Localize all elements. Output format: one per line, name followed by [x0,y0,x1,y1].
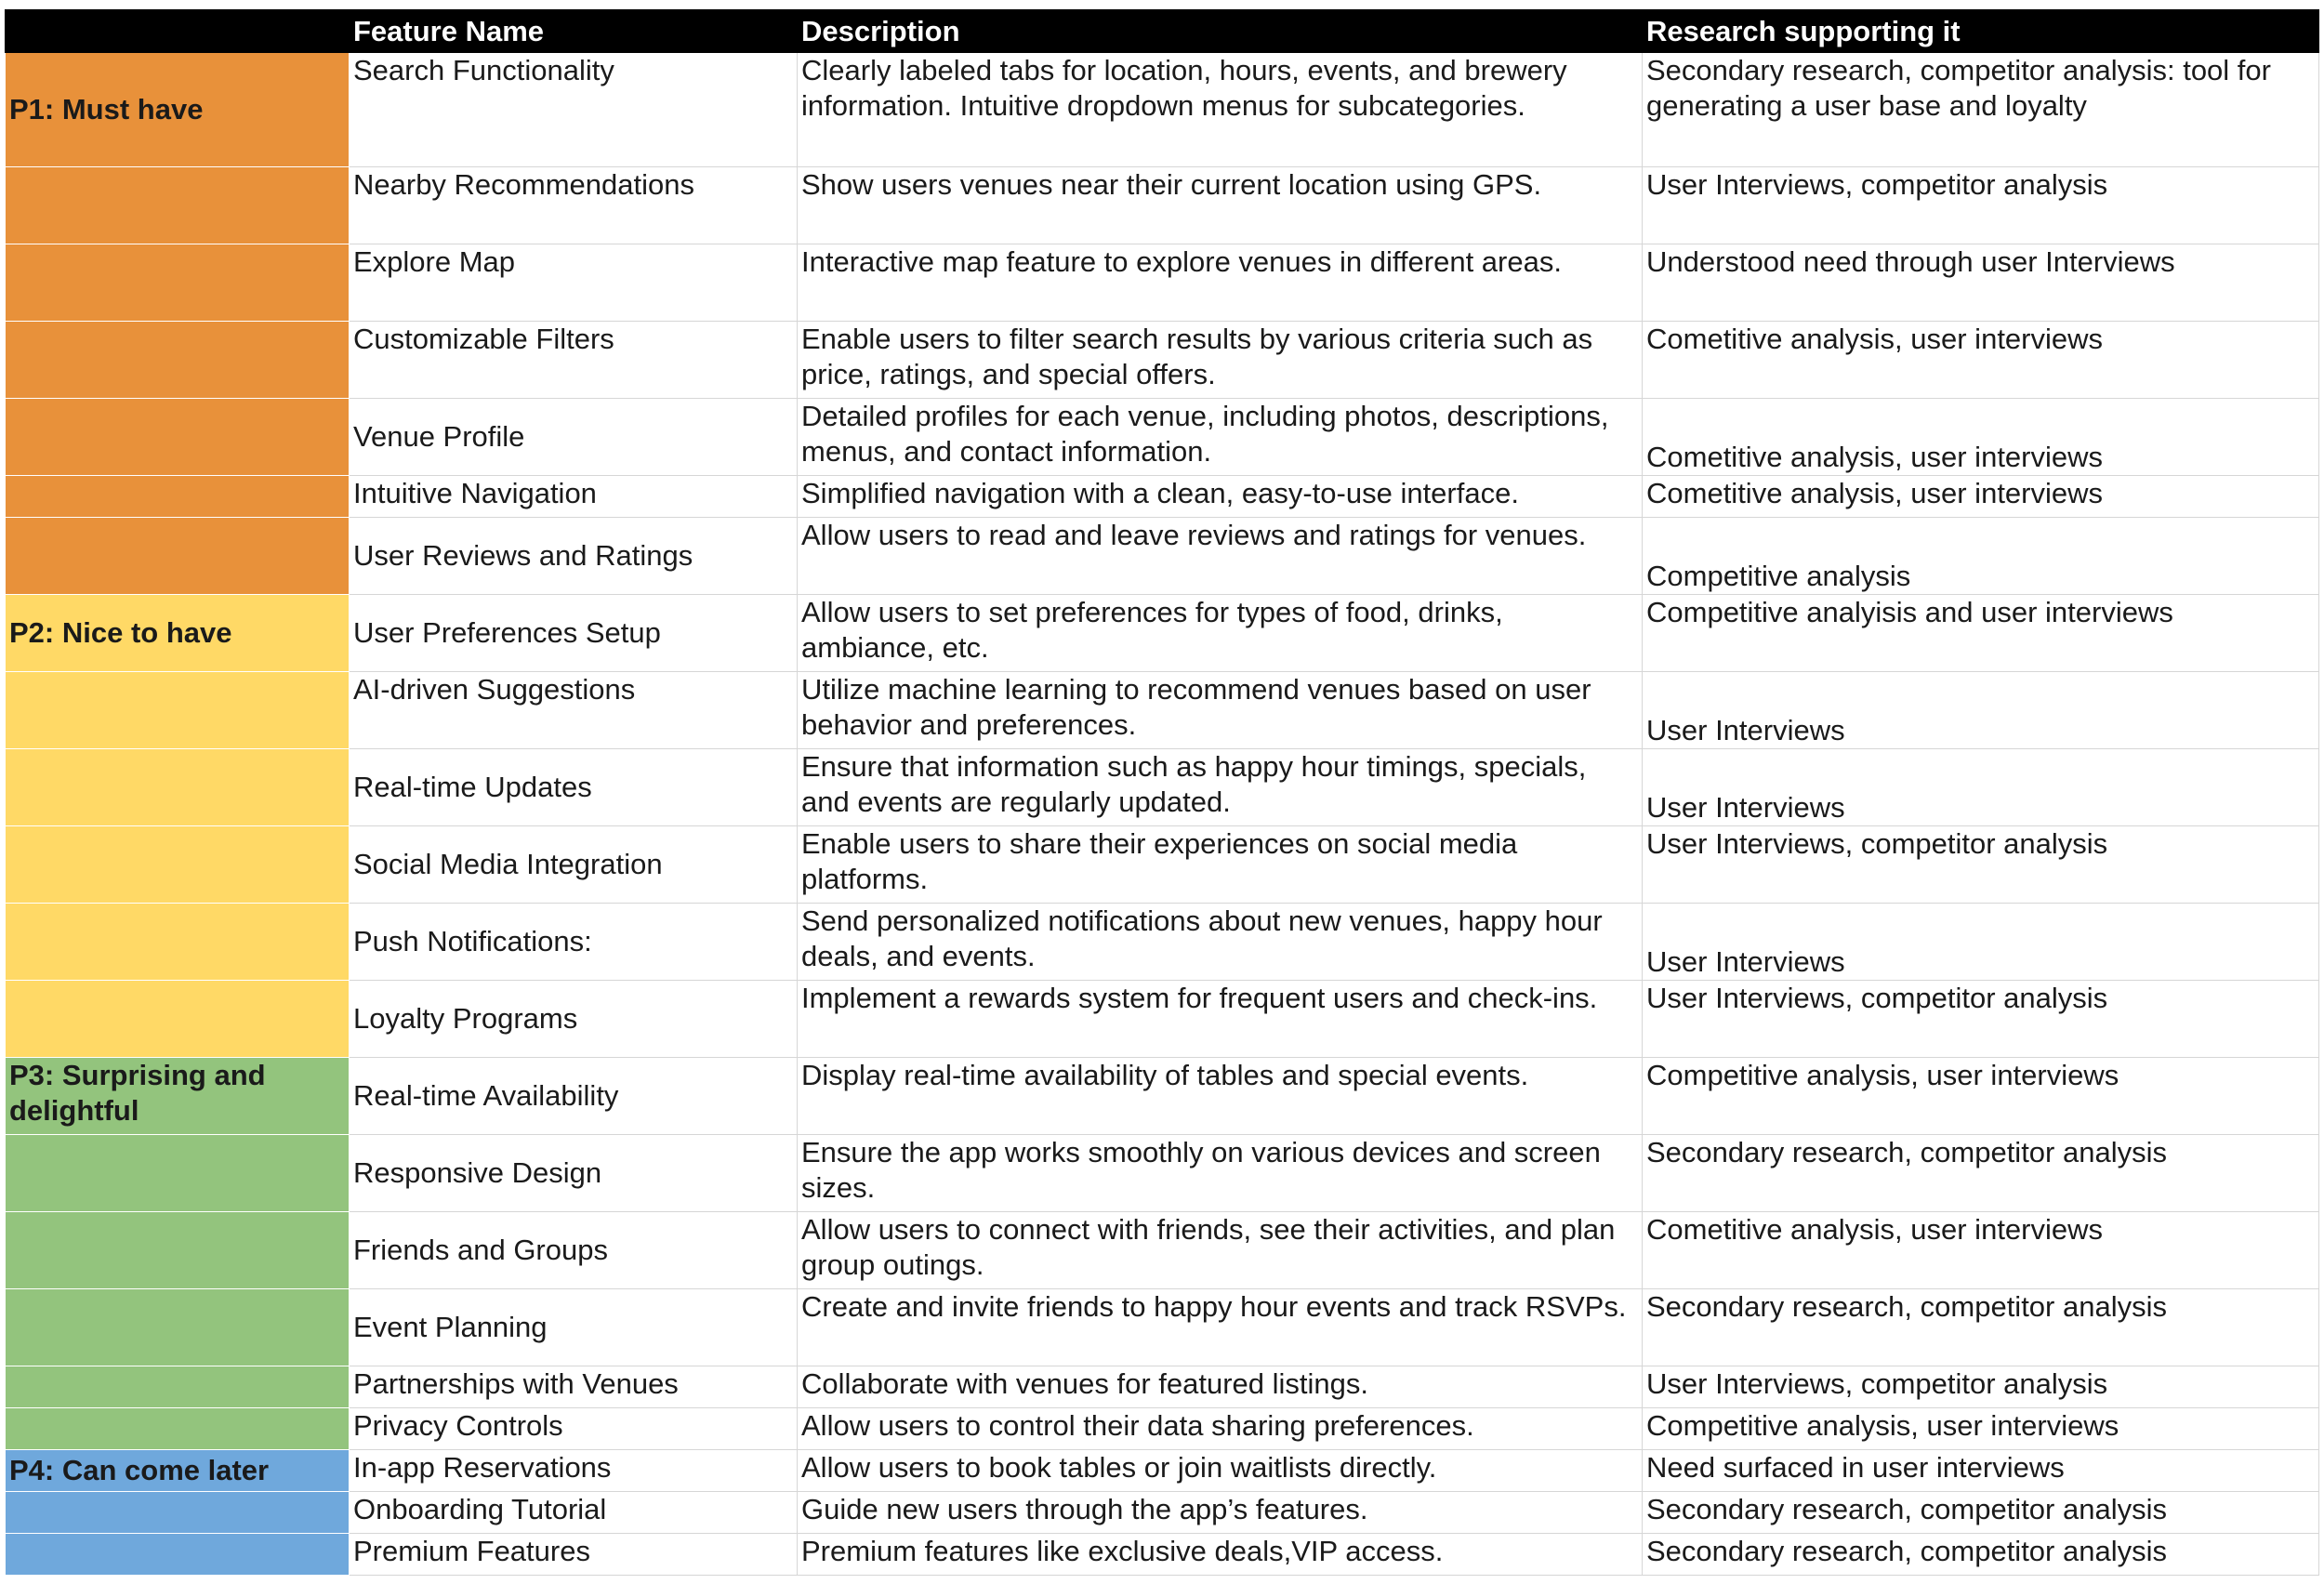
description-cell[interactable]: Simplified navigation with a clean, easy-to-use interface. [798,476,1643,518]
research-cell[interactable]: Cometitive analysis, user interviews [1643,322,2319,399]
priority-cell[interactable] [6,167,350,244]
description-cell[interactable]: Allow users to connect with friends, see their activities, and plan group outings. [798,1212,1643,1289]
feature-name-cell[interactable]: AI-driven Suggestions [350,672,798,749]
priority-cell[interactable] [6,244,350,322]
feature-name-cell[interactable]: Nearby Recommendations [350,167,798,244]
feature-name-cell[interactable]: User Preferences Setup [350,595,798,672]
priority-cell[interactable] [6,1366,350,1408]
research-cell[interactable]: Competitive analysis [1643,518,2319,595]
research-cell[interactable]: Need surfaced in user interviews [1643,1450,2319,1492]
table-row [6,1212,2319,1289]
description-cell[interactable]: Enable users to filter search results by various criteria such as price, ratings, and special offers. [798,322,1643,399]
description-cell[interactable]: Collaborate with venues for featured listings. [798,1366,1643,1408]
description-cell[interactable]: Premium features like exclusive deals,VIP access. [798,1534,1643,1576]
table-row [6,53,2319,167]
description-cell[interactable]: Ensure the app works smoothly on various devices and screen sizes. [798,1135,1643,1212]
priority-cell[interactable] [6,904,350,981]
description-cell[interactable]: Allow users to book tables or join waitlists directly. [798,1450,1643,1492]
description-cell[interactable]: Guide new users through the app’s features. [798,1492,1643,1534]
priority-cell[interactable] [6,1534,350,1576]
table-row [6,1135,2319,1212]
description-cell[interactable]: Show users venues near their current location using GPS. [798,167,1643,244]
priority-cell[interactable] [6,322,350,399]
priority-cell[interactable] [6,1492,350,1534]
table-row [6,244,2319,322]
feature-name-cell[interactable]: Premium Features [350,1534,798,1576]
research-cell[interactable]: User Interviews [1643,672,2319,749]
description-cell[interactable]: Implement a rewards system for frequent users and check-ins. [798,981,1643,1058]
feature-name-cell[interactable]: Push Notifications: [350,904,798,981]
priority-cell[interactable]: P2: Nice to have [6,595,350,672]
table-row [6,595,2319,672]
feature-name-cell[interactable]: Privacy Controls [350,1408,798,1450]
research-cell[interactable]: User Interviews, competitor analysis [1643,167,2319,244]
feature-name-cell[interactable]: Search Functionality [350,53,798,167]
feature-name-cell[interactable]: Real-time Availability [350,1058,798,1135]
header-row [6,10,2319,53]
priority-cell[interactable] [6,476,350,518]
header-research[interactable]: Research supporting it [1643,10,2319,53]
feature-name-cell[interactable]: Responsive Design [350,1135,798,1212]
priority-cell[interactable] [6,518,350,595]
feature-name-cell[interactable]: Onboarding Tutorial [350,1492,798,1534]
table-row [6,167,2319,244]
header-description[interactable]: Description [798,10,1643,53]
priority-cell[interactable] [6,981,350,1058]
research-cell[interactable]: User Interviews, competitor analysis [1643,981,2319,1058]
research-cell[interactable]: User Interviews [1643,749,2319,826]
description-cell[interactable]: Detailed profiles for each venue, including photos, descriptions, menus, and contact information. [798,399,1643,476]
table-row [6,399,2319,476]
table-row [6,1450,2319,1492]
research-cell[interactable]: Secondary research, competitor analysis [1643,1135,2319,1212]
priority-cell[interactable] [6,826,350,904]
table-row [6,826,2319,904]
research-cell[interactable]: Cometitive analysis, user interviews [1643,1212,2319,1289]
research-cell[interactable]: Competitive analysis, user interviews [1643,1058,2319,1135]
feature-name-cell[interactable]: User Reviews and Ratings [350,518,798,595]
table-row [6,1534,2319,1576]
priority-cell[interactable] [6,1135,350,1212]
table-row [6,1366,2319,1408]
table-row [6,1408,2319,1450]
feature-name-cell[interactable]: Partnerships with Venues [350,1366,798,1408]
description-cell[interactable]: Utilize machine learning to recommend venues based on user behavior and preferences. [798,672,1643,749]
description-cell[interactable]: Send personalized notifications about new venues, happy hour deals, and events. [798,904,1643,981]
table-row [6,518,2319,595]
priority-cell[interactable]: P3: Surprising and delightful [6,1058,350,1135]
description-cell[interactable]: Display real-time availability of tables and special events. [798,1058,1643,1135]
priority-cell[interactable] [6,1212,350,1289]
research-cell[interactable]: User Interviews, competitor analysis [1643,826,2319,904]
feature-name-cell[interactable]: Venue Profile [350,399,798,476]
header-priority[interactable] [6,10,350,53]
description-cell[interactable]: Interactive map feature to explore venues in different areas. [798,244,1643,322]
priority-cell[interactable]: P4: Can come later [6,1450,350,1492]
feature-name-cell[interactable]: Real-time Updates [350,749,798,826]
table-row [6,1289,2319,1366]
research-cell[interactable]: Cometitive analysis, user interviews [1643,476,2319,518]
priority-cell[interactable] [6,399,350,476]
research-cell[interactable]: Cometitive analysis, user interviews [1643,399,2319,476]
feature-name-cell[interactable]: In-app Reservations [350,1450,798,1492]
table-row [6,904,2319,981]
research-cell[interactable]: Secondary research, competitor analysis [1643,1492,2319,1534]
feature-prioritization-table [5,9,2319,1576]
feature-name-cell[interactable]: Social Media Integration [350,826,798,904]
research-cell[interactable]: Secondary research, competitor analysis: tool for generating a user base and loyalty [1643,53,2319,167]
table-row [6,1492,2319,1534]
description-cell[interactable]: Allow users to set preferences for types of food, drinks, ambiance, etc. [798,595,1643,672]
description-cell[interactable]: Allow users to read and leave reviews and ratings for venues. [798,518,1643,595]
table-row [6,322,2319,399]
feature-name-cell[interactable]: Intuitive Navigation [350,476,798,518]
table-row [6,1058,2319,1135]
feature-name-cell[interactable]: Friends and Groups [350,1212,798,1289]
table-row [6,981,2319,1058]
research-cell[interactable]: Understood need through user Interviews [1643,244,2319,322]
feature-name-cell[interactable]: Explore Map [350,244,798,322]
research-cell[interactable]: Secondary research, competitor analysis [1643,1534,2319,1576]
research-cell[interactable]: Secondary research, competitor analysis [1643,1289,2319,1366]
feature-name-cell[interactable]: Customizable Filters [350,322,798,399]
description-cell[interactable]: Allow users to control their data sharing preferences. [798,1408,1643,1450]
research-cell[interactable]: Competitive analysis, user interviews [1643,1408,2319,1450]
priority-cell[interactable] [6,1289,350,1366]
feature-name-cell[interactable]: Event Planning [350,1289,798,1366]
feature-name-cell[interactable]: Loyalty Programs [350,981,798,1058]
priority-cell[interactable] [6,749,350,826]
priority-cell[interactable] [6,1408,350,1450]
research-cell[interactable]: User Interviews, competitor analysis [1643,1366,2319,1408]
table-row [6,749,2319,826]
priority-cell[interactable]: P1: Must have [6,53,350,167]
description-cell[interactable]: Ensure that information such as happy hour timings, specials, and events are regularly updated. [798,749,1643,826]
header-feature-name[interactable]: Feature Name [350,10,798,53]
research-cell[interactable]: Competitive analyisis and user interviews [1643,595,2319,672]
description-cell[interactable]: Clearly labeled tabs for location, hours, events, and brewery information. Intuitive dropdown menus for subcategories. [798,53,1643,167]
table-row [6,476,2319,518]
description-cell[interactable]: Create and invite friends to happy hour events and track RSVPs. [798,1289,1643,1366]
table-row [6,672,2319,749]
research-cell[interactable]: User Interviews [1643,904,2319,981]
priority-cell[interactable] [6,672,350,749]
description-cell[interactable]: Enable users to share their experiences on social media platforms. [798,826,1643,904]
